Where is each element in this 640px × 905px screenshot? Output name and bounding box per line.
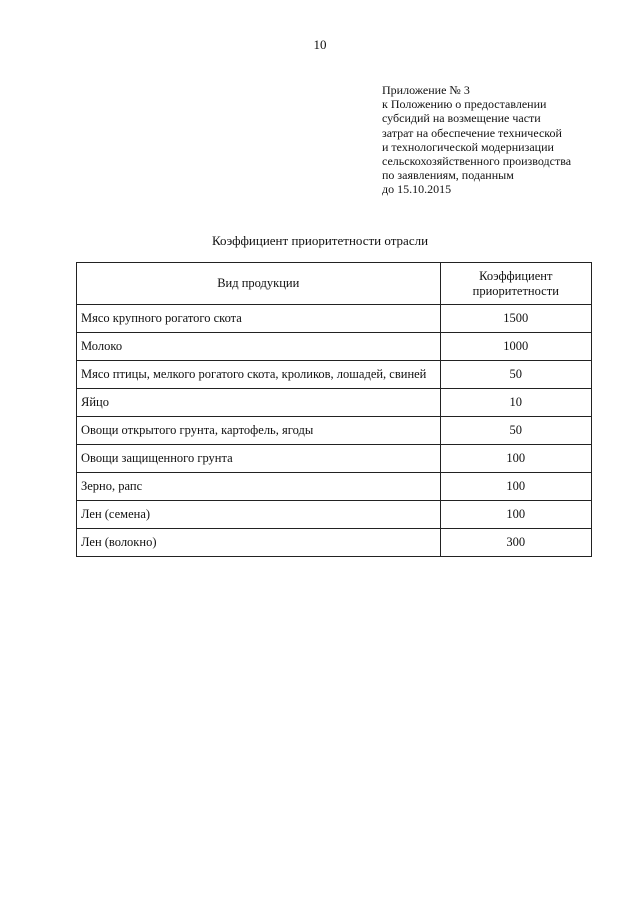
product-cell: Овощи открытого грунта, картофель, ягоды [77,417,441,445]
product-cell: Лен (волокно) [77,529,441,557]
table-row [77,361,592,389]
product-cell: Зерно, рапс [77,473,441,501]
coefficient-cell: 50 [440,417,591,445]
header-coefficient-line1: Коэффициент [479,268,553,283]
table-row [77,389,592,417]
appendix-line: к Положению о предоставлении [382,97,547,112]
coefficient-cell: 100 [440,473,591,501]
table-row [77,305,592,333]
coefficient-cell: 50 [440,361,591,389]
product-cell: Овощи защищенного грунта [77,445,441,473]
coefficient-cell: 300 [440,529,591,557]
appendix-line: и технологической модернизации [382,139,554,154]
appendix-line: сельскохозяйственного производства [382,154,572,169]
table-row [77,333,592,361]
table-row [77,417,592,445]
table-row [77,529,592,557]
coefficient-table [76,262,592,557]
header-coefficient [440,263,591,305]
appendix-line: субсидий на возмещение части [382,111,541,126]
header-product: Вид продукции [77,263,441,305]
table-row [77,501,592,529]
product-cell: Мясо птицы, мелкого рогатого скота, кроликов, лошадей, свиней [77,361,441,389]
table-row [77,473,592,501]
table-row [77,445,592,473]
header-coefficient-line2: приоритетности [472,283,559,298]
page-number: 10 [313,37,327,52]
product-cell: Яйцо [77,389,441,417]
appendix-line: по заявлениям, поданным [382,168,514,183]
coefficient-cell: 100 [440,445,591,473]
coefficient-cell: 10 [440,389,591,417]
appendix-line: до 15.10.2015 [382,182,452,197]
table-header-row [77,263,592,305]
coefficient-cell: 100 [440,501,591,529]
product-cell: Лен (семена) [77,501,441,529]
coefficient-cell: 1000 [440,333,591,361]
appendix-line: Приложение № 3 [382,83,470,97]
table-title: Коэффициент приоритетности отрасли [211,233,429,248]
appendix-line: затрат на обеспечение технической [382,125,562,140]
coefficient-cell: 1500 [440,305,591,333]
product-cell: Мясо крупного рогатого скота [77,305,441,333]
appendix-header [382,83,622,197]
product-cell: Молоко [77,333,441,361]
